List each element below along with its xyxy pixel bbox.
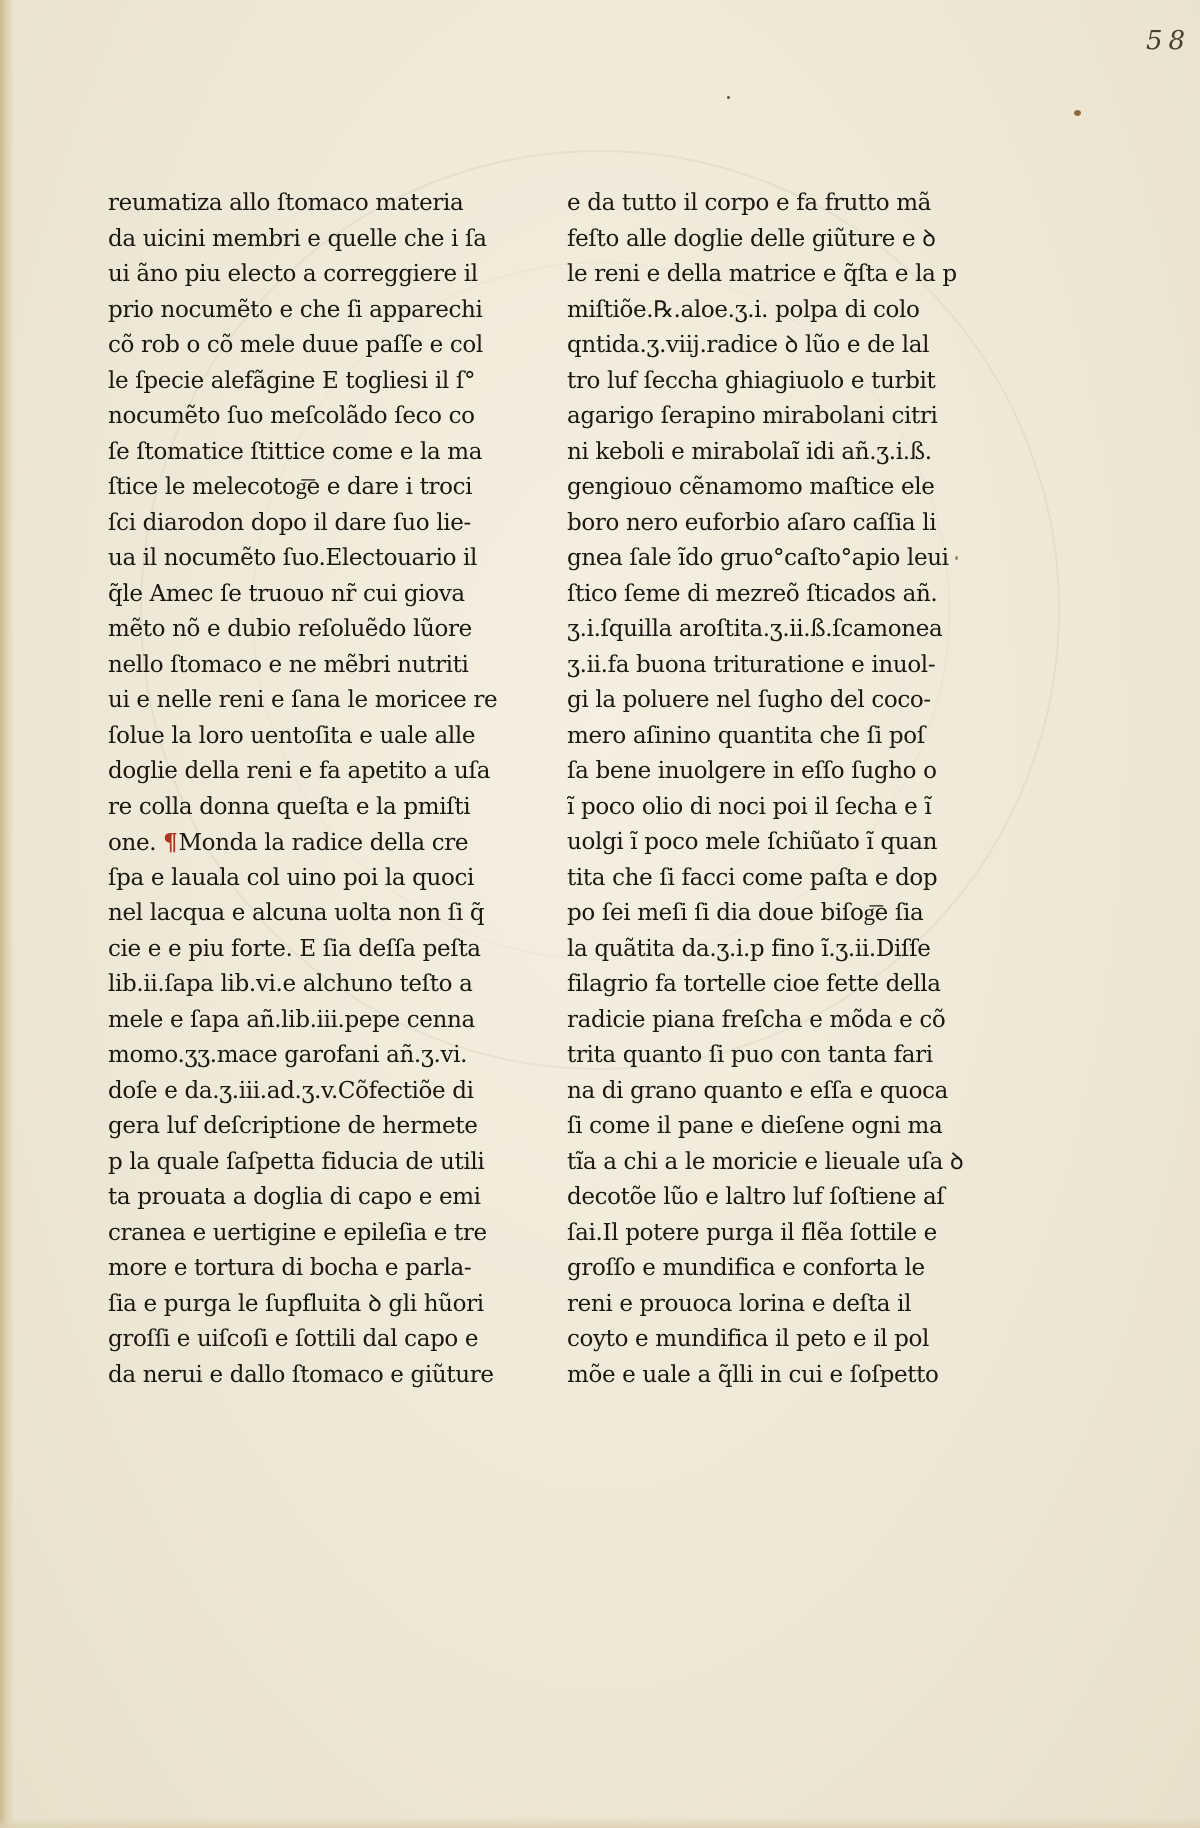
right-text-line-content: agarigo ſerapino mirabolani citri [567,403,938,429]
right-text-line-content: ĩ poco olio di noci poi il ſecha e ĩ [567,793,932,820]
left-text-line [108,435,488,471]
left-text-line [108,1003,488,1039]
right-text-line-content: gnea ſale ĩdo gruo°caſto°apio leui [567,545,949,571]
left-text-line-content: nello ſtomaco e ne mẽbri nutriti [108,651,469,678]
left-text-line-content: ſtice le melecotog͞e e dare i troci [108,474,473,500]
left-text-line [108,541,488,577]
left-text-line [108,577,488,613]
left-text-line [108,328,488,364]
left-text-line [108,932,488,968]
right-text-line [567,1287,947,1323]
left-text-line [108,612,488,648]
left-text-line-content: groſſi e uiſcoſi e ſottili dal capo e [108,1326,479,1352]
right-text-line-content: ſa bene inuolgere in eſſo ſugho o [567,758,937,784]
left-text-line [108,719,488,755]
left-text-line-content: ta prouata a doglia di capo e emi [108,1184,481,1210]
right-text-line [567,754,947,790]
right-text-line [567,1003,947,1039]
right-text-line [567,861,947,897]
right-text-line [567,541,947,577]
left-text-line [108,683,498,719]
left-text-line [108,364,488,400]
right-text-line [567,1216,947,1252]
left-text-line-content: cranea e uertigine e epileſia e tre [108,1219,487,1246]
left-text-line [108,896,488,932]
text-column-left [108,186,498,1393]
left-text-line [108,1358,494,1394]
right-text-line-content: gi la poluere nel ſugho del coco- [567,687,931,713]
left-text-line-content: le ſpecie alefãgine E togliesi il ſ° [108,367,476,394]
left-text-line-content: da nerui e dallo ſtomaco e giũture [108,1361,494,1388]
left-text-line [108,293,488,329]
right-text-line-content: trita quanto ſi puo con tanta fari [567,1042,933,1068]
left-text-line-continuation: Monda la radice della cre [178,830,469,856]
right-text-line-content: tro luf ſeccha ghiagiuolo e turbit [567,367,936,394]
right-text-line [567,1251,947,1287]
left-text-line [108,1287,488,1323]
left-text-line-content: mele e ſapa añ.lib.iii.pepe cenna [108,1006,475,1033]
left-text-line [108,754,491,790]
folio-number: 58 [1146,26,1192,56]
left-text-line [108,506,488,542]
right-text-line [567,506,947,542]
left-text-line-content: mẽto nõ e dubio reſoluẽdo lũore [108,616,472,642]
left-text-line-content: cõ rob o cõ mele duue paſſe e col [108,332,483,358]
right-text-line-content: ʒ.i.ſquilla aroſtita.ʒ.ii.ß.ſcamonea [567,616,943,642]
paper-speck [955,556,958,560]
left-text-line-content: cie e e piu forte. E ſia deſſa peſta [108,935,481,962]
right-text-line [567,648,947,684]
left-text-line-content: momo.ʒʒ.mace garofani añ.ʒ.vi. [108,1042,468,1068]
page-binding-edge [0,0,14,1828]
right-text-line [567,364,947,400]
right-text-line [567,470,947,506]
right-text-line [567,293,947,329]
paper-speck [727,96,730,99]
right-text-line [567,1038,947,1074]
right-text-line-content: mõe e uale a q̃lli in cui e ſoſpetto [567,1361,939,1388]
left-text-line-content: nel lacqua e alcuna uolta non ſi q̃ [108,900,485,926]
right-text-line-content: feſto alle doglie delle giũture e ꝺ [567,225,936,252]
right-text-line [567,896,947,932]
right-text-line-content: e da tutto il corpo e fa frutto mã [567,190,932,216]
left-text-line [108,399,488,435]
right-text-line-content: decotõe lũo e laltro luf ſoſtiene aſ [567,1184,945,1210]
right-text-line-content: ſtico ſeme di mezreõ ſticados añ. [567,580,938,607]
right-text-line-content: na di grano quanto e eſſa e quoca [567,1077,949,1104]
right-text-line-content: groſſo e mundifica e conforta le [567,1255,925,1281]
page-bottom-edge [0,1818,1200,1828]
right-text-line [567,683,947,719]
left-text-line [108,1180,488,1216]
left-text-line-content: ſia e purga le ſupfluita ꝺ gli hũori [108,1290,484,1317]
right-text-line-content: ſi come il pane e dieſene ogni ma [567,1113,943,1139]
right-text-line-content: ʒ.ii.fa buona trituratione e inuol- [567,651,936,678]
left-text-line-content: doglie della reni e fa apetito a uſa [108,758,491,784]
left-text-line-content: nocumẽto ſuo meſcolãdo ſeco co [108,403,475,429]
right-text-line [567,257,957,293]
left-text-line [108,257,488,293]
right-text-line [567,790,947,826]
right-text-line-content: tita che ſi facci come paſta e dop [567,864,938,891]
right-text-line-content: filagrio fa tortelle cioe fette della [567,971,941,997]
paper-speck [1074,110,1081,116]
left-text-line-content: da uicini membri e quelle che i ſa [108,225,487,252]
left-text-line-content: p la quale ſaſpetta fiducia de utili [108,1148,485,1175]
right-text-line [567,825,947,861]
right-text-line [567,1074,947,1110]
right-text-line-content: gengiouo cẽnamomo maſtice ele [567,474,935,500]
left-text-line [108,1216,488,1252]
left-text-line [108,222,488,258]
left-text-line [108,967,488,1003]
right-text-line [567,435,947,471]
left-text-line-content: gera luf deſcriptione de hermete [108,1113,478,1139]
right-text-line-content: reni e prouoca lorina e deſta il [567,1290,912,1317]
right-text-line [567,1322,947,1358]
right-text-line [567,1109,947,1145]
left-text-line [108,186,488,222]
left-text-line-content: ſe ſtomatice ſtittice come e la ma [108,438,483,465]
right-text-line [567,1145,964,1181]
right-text-line-content: radicie piana freſcha e mõda e cõ [567,1006,946,1033]
rubric-paragraph-mark: ¶ [163,829,178,856]
right-text-line-content: po ſei meſi ſi dia doue biſog͞e ſia [567,900,924,926]
left-text-line [108,790,488,826]
right-text-line-content: mero aſinino quantita che ſi poſ [567,722,925,749]
left-text-line [108,1074,488,1110]
left-text-line-content: re colla donna queſta e la pmiſti [108,793,471,820]
left-text-line [108,1322,488,1358]
left-text-line [108,1251,488,1287]
right-text-line [567,222,947,258]
right-text-line-content: ſai.Il potere purga il flẽa ſottile e [567,1219,937,1246]
left-text-line-content: reumatiza allo ſtomaco materia [108,190,464,216]
right-text-line-content: qntida.ʒ.viij.radice ꝺ lũo e de lal [567,332,930,358]
left-text-line [108,470,488,506]
right-text-line [567,719,947,755]
left-text-line-content: ui e nelle reni e ſana le moricee re [108,687,498,713]
right-text-line-content: ni keboli e mirabolaĩ idi añ.ʒ.i.ß. [567,438,932,465]
left-text-line [108,825,488,861]
right-text-line-content: miſtiõe.℞.aloe.ʒ.i. polpa di colo [567,296,920,323]
right-text-line-content: tĩa a chi a le moricie e lieuale uſa ꝺ [567,1148,964,1175]
left-text-line [108,1109,488,1145]
left-text-line-content: more e tortura di bocha e parla- [108,1255,472,1281]
right-text-line-content: la quãtita da.ʒ.i.p fino ĩ.ʒ.ii.Diſſe [567,935,931,962]
right-text-line [567,1180,947,1216]
right-text-line [567,577,947,613]
right-text-line [567,932,947,968]
left-text-line-content: lib.ii.ſapa lib.vi.e alchuno teſto a [108,971,473,997]
right-text-line [567,328,947,364]
left-text-line-content: ſpa e lauala col uino poi la quoci [108,864,475,891]
left-text-line-content: ui ãno piu electo a correggiere il [108,261,478,287]
right-text-line-content: le reni e della matrice e q̃ſta e la p [567,261,957,287]
right-text-line [567,186,947,222]
right-text-line [567,967,947,1003]
left-text-line-content: q̃le Amec ſe truouo nr̃ cui giova [108,580,465,607]
left-text-line-content: doſe e da.ʒ.iii.ad.ʒ.v.Cõfectiõe di [108,1077,474,1104]
right-text-line [567,399,947,435]
left-text-line-content: ſci diarodon dopo il dare ſuo lie- [108,509,471,536]
left-text-line [108,861,488,897]
right-text-line [567,1358,947,1394]
left-text-line-content: ua il nocumẽto ſuo.Electouario il [108,545,478,571]
right-text-line-content: boro nero euforbio aſaro caſſia li [567,509,937,536]
left-text-line [108,1145,488,1181]
right-text-line-content: uolgi ĩ poco mele ſchiũato ĩ quan [567,829,938,855]
right-text-line [567,612,947,648]
left-text-line-content: prio nocumẽto e che ſi apparechi [108,296,483,323]
left-text-line-content: ſolue la loro uentoſita e uale alle [108,722,476,749]
right-text-line-content: coyto e mundifica il peto e il pol [567,1326,930,1352]
text-column-right [567,186,964,1393]
left-text-line [108,1038,488,1074]
left-text-line-content: one. [108,830,157,856]
left-text-line [108,648,488,684]
